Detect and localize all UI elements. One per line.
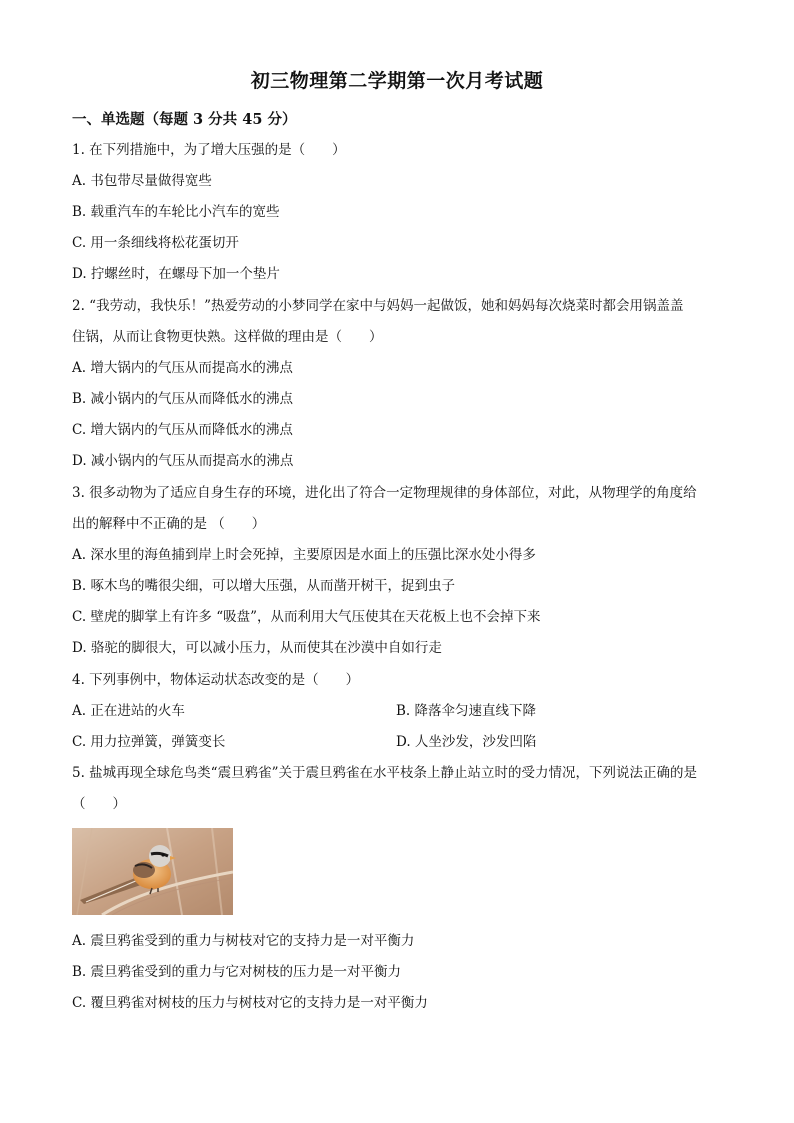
q1-option-a: A. 书包带尽量做得宽些	[72, 173, 212, 189]
q3-option-a: A. 深水里的海鱼捕到岸上时会死掉，主要原因是水面上的压强比深水处小得多	[72, 547, 536, 563]
q3-stem-line1: 3. 很多动物为了适应自身生存的环境，进化出了符合一定物理规律的身体部位，对此，从物理学的角度给	[72, 485, 697, 501]
q4-option-b: B. 降落伞匀速直线下降	[396, 703, 537, 719]
section-heading: 一、单选题（每题 3 分共 45 分）	[72, 111, 297, 128]
q2-option-c: C. 增大锅内的气压从而降低水的沸点	[72, 422, 293, 438]
q2-option-a: A. 增大锅内的气压从而提高水的沸点	[72, 360, 293, 376]
q3-option-b: B. 啄木鸟的嘴很尖细，可以增大压强，从而凿开树干，捉到虫子	[72, 578, 456, 594]
q5-option-b: B. 震旦鸦雀受到的重力与它对树枝的压力是一对平衡力	[72, 964, 402, 980]
q3-option-c: C. 壁虎的脚掌上有许多 “吸盘”，从而利用大气压使其在天花板上也不会掉下来	[72, 609, 541, 625]
q4-option-d: D. 人坐沙发，沙发凹陷	[396, 734, 537, 750]
q4-option-c: C. 用力拉弹簧，弹簧变长	[72, 734, 226, 750]
q5-option-a: A. 震旦鸦雀受到的重力与树枝对它的支持力是一对平衡力	[72, 933, 415, 949]
q5-stem-line2: （ ）	[72, 796, 126, 812]
q1-stem: 1. 在下列措施中，为了增大压强的是（ ）	[72, 142, 346, 158]
q2-option-b: B. 减小锅内的气压从而降低水的沸点	[72, 391, 294, 407]
q2-option-d: D. 减小锅内的气压从而提高水的沸点	[72, 453, 294, 469]
q2-stem-line2: 住锅，从而让食物更快熟。这样做的理由是（ ）	[72, 329, 383, 345]
bird-photo	[72, 828, 233, 915]
q5-stem-line1: 5. 盐城再现全球危鸟类“震旦鸦雀”关于震旦鸦雀在水平枝条上静止站立时的受力情况，下列说法正确的是	[72, 765, 697, 781]
q1-option-d: D. 拧螺丝时，在螺母下加一个垫片	[72, 266, 280, 282]
q4-option-a: A. 正在进站的火车	[72, 703, 185, 719]
page-title: 初三物理第二学期第一次月考试题	[250, 70, 544, 92]
q2-stem-line1: 2. “我劳动，我快乐！”热爱劳动的小梦同学在家中与妈妈一起做饭，她和妈妈每次烧菜时都会用锅盖盖	[72, 298, 684, 314]
q1-option-c: C. 用一条细线将松花蛋切开	[72, 235, 239, 251]
q1-option-b: B. 载重汽车的车轮比小汽车的宽些	[72, 204, 280, 220]
q3-option-d: D. 骆驼的脚很大，可以减小压力，从而使其在沙漠中自如行走	[72, 640, 442, 656]
q5-option-c: C. 覆旦鸦雀对树枝的压力与树枝对它的支持力是一对平衡力	[72, 995, 428, 1011]
q3-stem-line2: 出的解释中不正确的是 （ ）	[72, 516, 266, 532]
q4-stem: 4. 下列事例中，物体运动状态改变的是（ ）	[72, 672, 360, 688]
